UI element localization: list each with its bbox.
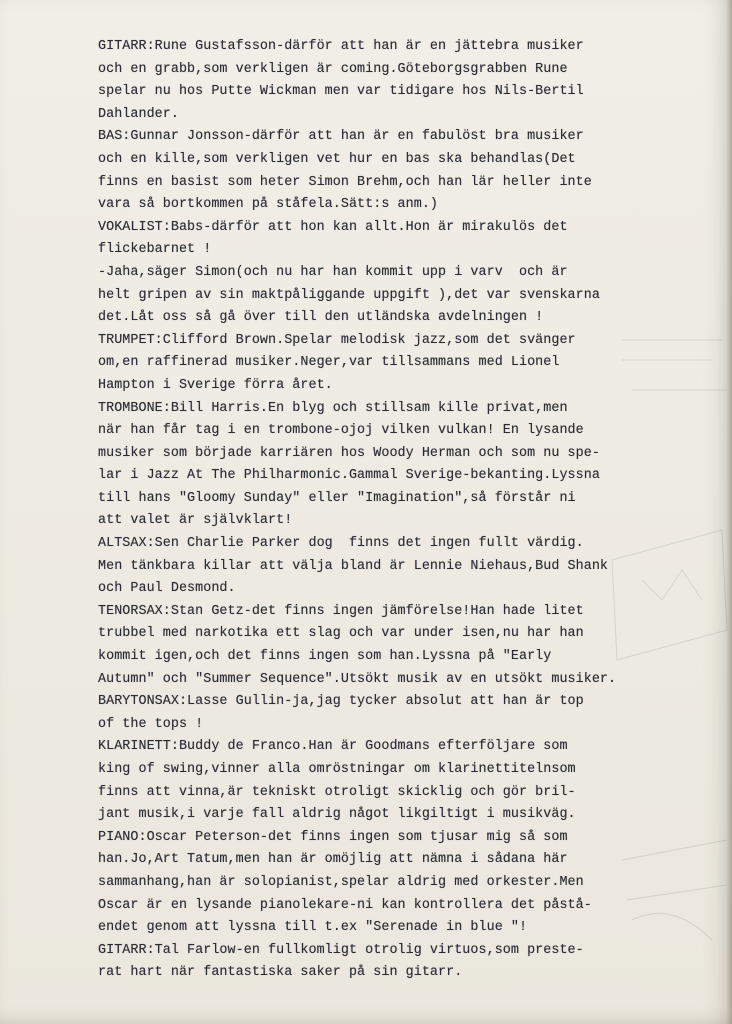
text-line: Autumn" och "Summer Sequence".Utsökt musik av en utsökt musiker. [98,671,617,687]
text-line: Hampton i Sverige förra året. [98,377,333,393]
text-line: TROMBONE:Bill Harris.En blyg och stillsam kille privat,men [98,400,568,416]
text-line: endet genom att lyssna till t.ex "Serenade in blue "! [98,920,528,936]
page-edge-shadow [726,0,732,1024]
text-line: vara så bortkommen på ståfela.Sätt:s anm.) [98,197,439,213]
text-line: och en kille,som verkligen vet hur en bas ska behandlas(Det [98,151,576,167]
text-line: spelar nu hos Putte Wickman men var tidigare hos Nils-Bertil [98,84,584,100]
text-line: när han får tag i en trombone-ojoj vilken vulkan! En lysande [98,423,584,439]
text-line: finns att vinna,är tekniskt otroligt skicklig och gör bril- [98,784,576,800]
text-line: lar i Jazz At The Philharmonic.Gammal Sverige-bekanting.Lyssna [98,468,600,484]
text-line: det.Låt oss så gå över till den utländska avdelningen ! [98,310,544,326]
text-line: Oscar är en lysande pianolekare-ni kan kontrollera det påstå- [98,897,592,913]
text-line: musiker som började karriären hos Woody Herman och som nu spe- [98,445,600,461]
text-line: TRUMPET:Clifford Brown.Spelar melodisk jazz,som det svänger [98,332,576,348]
text-line: TENORSAX:Stan Getz-det finns ingen jämförelse!Han hade litet [98,603,584,619]
text-line: ALTSAX:Sen Charlie Parker dog finns det ingen fullt värdig. [98,536,584,552]
text-line: finns en basist som heter Simon Brehm,och han lär heller inte [98,174,592,190]
text-line: rat hart när fantastiska saker på sin gitarr. [98,965,463,981]
text-line: han.Jo,Art Tatum,men han är omöjlig att nämna i sådana här [98,852,568,868]
text-line: VOKALIST:Babs-därför att hon kan allt.Hon är mirakulös det [98,219,568,235]
text-line: PIANO:Oscar Peterson-det finns ingen som tjusar mig så som [98,829,568,845]
text-line: Dahlander. [98,106,179,122]
text-line: of the tops ! [98,716,204,732]
text-line: om,en raffinerad musiker.Neger,var tillsammans med Lionel [98,355,560,371]
text-line: KLARINETT:Buddy de Franco.Han är Goodmans efterföljare som [98,739,568,755]
text-line: GITARR:Tal Farlow-en fullkomligt otrolig virtuos,som preste- [98,942,584,958]
text-line: GITARR:Rune Gustafsson-därför att han är en jättebra musiker [98,39,584,54]
text-line: BAS:Gunnar Jonsson-därför att han är en fabulöst bra musiker [98,129,584,145]
text-line: Men tänkbara killar att välja bland är Lennie Niehaus,Bud Shank [98,558,609,574]
text-line: king of swing,vinner alla omröstningar om klarinettitelnsom [98,762,576,777]
typewritten-text [98,36,698,985]
text-line: och en grabb,som verkligen är coming.Göteborgsgrabben Rune [98,61,568,77]
text-line: -Jaha,säger Simon(och nu har han kommit upp i varv och är [98,264,568,280]
text-line: till hans "Gloomy Sunday" eller "Imagination",så förstår ni [98,490,576,506]
text-line: trubbel med narkotika ett slag och var under isen,nu har han [98,626,584,642]
text-line: helt gripen av sin maktpåliggande uppgift ),det var svenskarna [98,287,600,303]
text-line: sammanhang,han är solopianist,spelar aldrig med orkester.Men [98,874,584,890]
text-line: BARYTONSAX:Lasse Gullin-ja,jag tycker absolut att han är top [98,694,584,710]
text-line: flickebarnet ! [98,242,212,258]
text-line: jant musik,i varje fall aldrig något likgiltigt i musikväg. [98,807,576,823]
text-line: och Paul Desmond. [98,581,236,597]
text-line: att valet är självklart! [98,513,293,529]
text-line: kommit igen,och det finns ingen som han.Lyssna på "Early [98,649,552,665]
